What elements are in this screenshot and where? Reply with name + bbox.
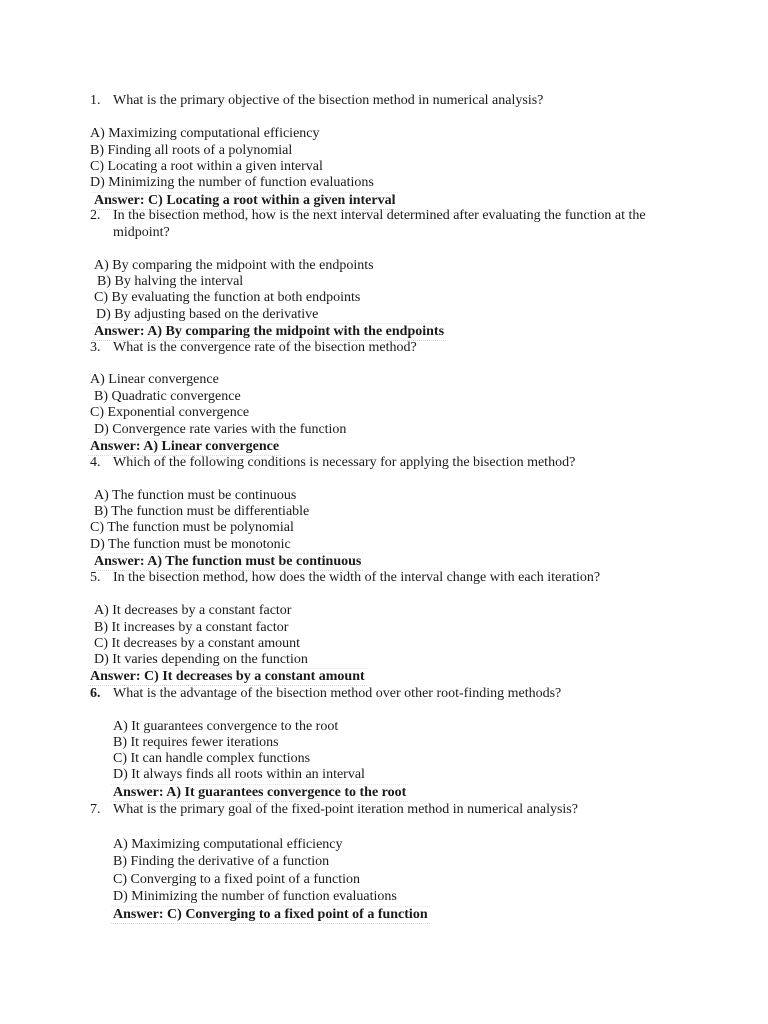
question-6-option-a: A) It guarantees convergence to the root <box>113 719 339 734</box>
question-5-number: 5. <box>90 570 101 585</box>
question-3-text: What is the convergence rate of the bisection method? <box>113 340 417 355</box>
question-1-answer: Answer: C) Locating a root within a given interval <box>94 193 396 208</box>
question-7-text: What is the primary goal of the fixed-point iteration method in numerical analysis? <box>113 802 578 817</box>
question-3-answer: Answer: A) Linear convergence <box>90 439 280 454</box>
question-2-option-b: B) By halving the interval <box>97 274 244 289</box>
question-6-option-c: C) It can handle complex functions <box>113 751 311 766</box>
question-2-answer: Answer: A) By comparing the midpoint with the endpoints <box>94 324 445 339</box>
question-4-option-c: C) The function must be polynomial <box>90 520 294 535</box>
question-2-option-a: A) By comparing the midpoint with the endpoints <box>94 258 374 273</box>
question-3-option-b: B) Quadratic convergence <box>94 389 241 404</box>
question-7-number: 7. <box>90 802 101 817</box>
question-6-option-b: B) It requires fewer iterations <box>113 735 279 750</box>
question-5-answer: Answer: C) It decreases by a constant amount <box>90 669 365 684</box>
question-2-option-d: D) By adjusting based on the derivative <box>96 307 319 322</box>
question-4-number: 4. <box>90 455 101 470</box>
question-6-text: What is the advantage of the bisection method over other root-finding methods? <box>113 686 562 701</box>
question-2-option-c: C) By evaluating the function at both endpoints <box>94 290 361 305</box>
question-4-text: Which of the following conditions is necessary for applying the bisection method? <box>113 455 576 470</box>
question-1-text: What is the primary objective of the bisection method in numerical analysis? <box>113 93 544 108</box>
question-7-option-d: D) Minimizing the number of function evaluations <box>113 889 397 904</box>
question-5-option-a: A) It decreases by a constant factor <box>94 603 292 618</box>
question-3-option-d: D) Convergence rate varies with the function <box>94 422 347 437</box>
question-6-answer: Answer: A) It guarantees convergence to the root <box>113 785 407 800</box>
question-2-text-cont: midpoint? <box>113 225 170 240</box>
question-5-text: In the bisection method, how does the width of the interval change with each iteration? <box>113 570 601 585</box>
question-4-answer: Answer: A) The function must be continuous <box>94 554 362 569</box>
question-1-number: 1. <box>90 93 101 108</box>
question-6-option-d: D) It always finds all roots within an interval <box>113 767 365 782</box>
question-4-option-a: A) The function must be continuous <box>94 488 297 503</box>
question-5-option-c: C) It decreases by a constant amount <box>94 636 301 651</box>
question-2-number: 2. <box>90 208 101 223</box>
question-1-option-a: A) Maximizing computational efficiency <box>90 126 320 141</box>
question-7-answer: Answer: C) Converging to a fixed point of a function <box>113 907 428 922</box>
question-7-option-c: C) Converging to a fixed point of a function <box>113 872 361 887</box>
question-3-option-c: C) Exponential convergence <box>90 405 250 420</box>
question-7-option-a: A) Maximizing computational efficiency <box>113 837 343 852</box>
question-6-number: 6. <box>90 686 101 701</box>
question-1-option-c: C) Locating a root within a given interval <box>90 159 323 174</box>
question-4-option-d: D) The function must be monotonic <box>90 537 291 552</box>
question-7-option-b: B) Finding the derivative of a function <box>113 854 330 869</box>
question-5-option-d: D) It varies depending on the function <box>94 652 308 667</box>
question-2-text: In the bisection method, how is the next interval determined after evaluating the function at the <box>113 208 646 223</box>
question-1-option-b: B) Finding all roots of a polynomial <box>90 143 293 158</box>
question-3-option-a: A) Linear convergence <box>90 372 219 387</box>
question-1-option-d: D) Minimizing the number of function evaluations <box>90 175 374 190</box>
question-3-number: 3. <box>90 340 101 355</box>
question-5-option-b: B) It increases by a constant factor <box>94 620 289 635</box>
question-4-option-b: B) The function must be differentiable <box>94 504 310 519</box>
